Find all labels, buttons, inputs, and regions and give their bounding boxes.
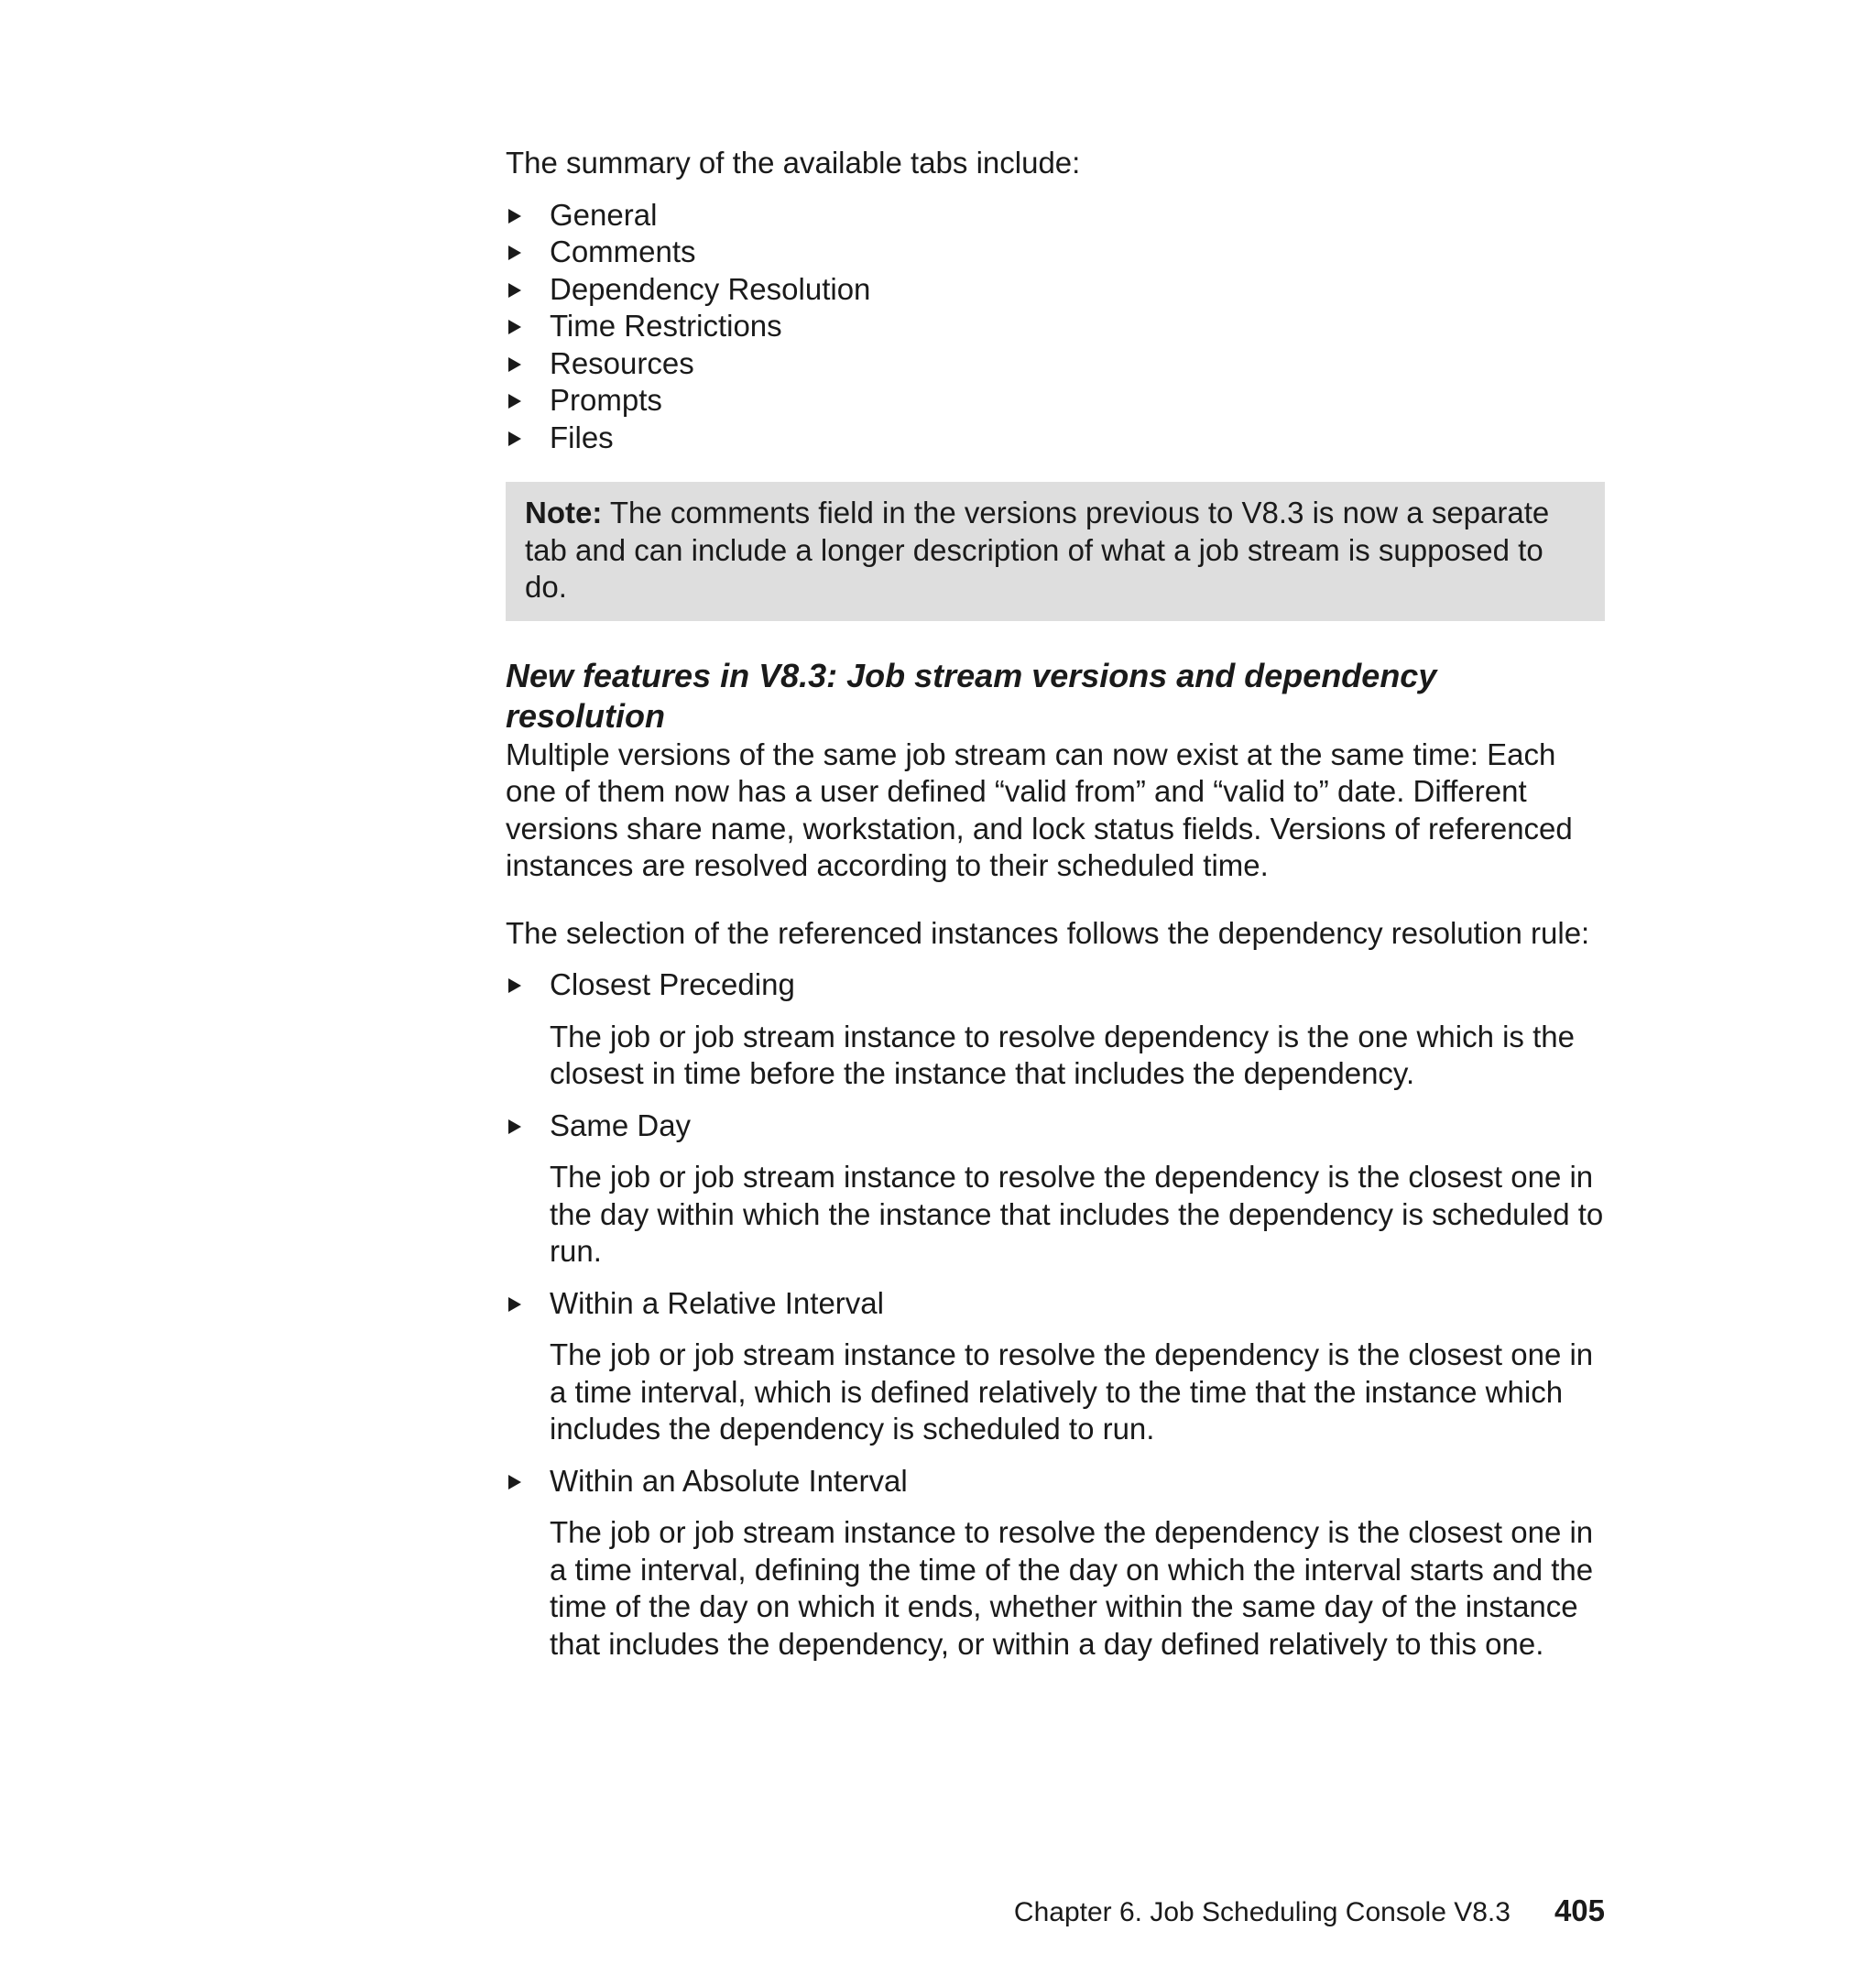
- bullet-triangle-icon: [508, 209, 521, 224]
- note-label: Note:: [525, 496, 603, 529]
- list-item: Comments: [506, 234, 1605, 271]
- rule-item: [506, 966, 1605, 1093]
- list-item: Files: [506, 420, 1605, 457]
- list-item: Resources: [506, 345, 1605, 383]
- rule-description: The job or job stream instance to resolve dependency is the one which is the closest in time before the instance that includes the dependency.: [550, 1019, 1575, 1090]
- bullet-triangle-icon: [508, 978, 521, 993]
- list-item: General: [506, 197, 1605, 235]
- intro-text: The summary of the available tabs include:: [506, 146, 1081, 180]
- bullet-triangle-icon: [508, 357, 521, 372]
- bullet-triangle-icon: [508, 1475, 521, 1490]
- rule-label: Same Day: [550, 1108, 692, 1142]
- section-heading: New features in V8.3: Job stream versions and dependency resolution: [506, 656, 1437, 735]
- body-paragraph: Multiple versions of the same job stream can now exist at the same time: Each one of them now has a user defined “valid from” and “valid to” date. Different versions share name, workstation, and lock status fields. Versions of referenced instances are resolved according to their scheduled time.: [506, 737, 1573, 882]
- page-footer: [1014, 1893, 1605, 1931]
- rule-label: Within a Relative Interval: [550, 1285, 884, 1320]
- body-paragraph: The selection of the referenced instances follows the dependency resolution rule:: [506, 915, 1590, 950]
- bullet-triangle-icon: [508, 1119, 521, 1134]
- note-box: [506, 482, 1605, 621]
- list-item: Time Restrictions: [506, 308, 1605, 345]
- bullet-triangle-icon: [508, 431, 521, 446]
- rule-description: The job or job stream instance to resolve the dependency is the closest one in the day within which the instance that includes the dependency is scheduled to run.: [550, 1160, 1604, 1268]
- rule-description: The job or job stream instance to resolve the dependency is the closest one in a time interval, defining the time of the day on which the interval starts and the time of the day on which it ends, whether within the same day of the instance that includes the dependency, or within a day defined relatively to this one.: [550, 1515, 1594, 1661]
- note-text: The comments field in the versions previous to V8.3 is now a separate tab and can include a longer description of what a job stream is supposed to do.: [525, 496, 1550, 604]
- page-number: 405: [1554, 1893, 1605, 1927]
- rule-label: Closest Preceding: [550, 967, 795, 1001]
- tabs-list: [506, 197, 1605, 457]
- bullet-triangle-icon: [508, 394, 521, 409]
- bullet-triangle-icon: [508, 283, 521, 298]
- list-item: Dependency Resolution: [506, 271, 1605, 309]
- rule-item: [506, 1285, 1605, 1448]
- chapter-title: Chapter 6. Job Scheduling Console V8.3: [1013, 1897, 1511, 1927]
- rule-item: [506, 1463, 1605, 1664]
- rule-item: [506, 1108, 1605, 1271]
- rule-description: The job or job stream instance to resolve the dependency is the closest one in a time interval, which is defined relatively to the time that the instance which includes the dependency is scheduled to run.: [550, 1337, 1594, 1446]
- rule-label: Within an Absolute Interval: [550, 1463, 908, 1498]
- bullet-triangle-icon: [508, 320, 521, 334]
- bullet-triangle-icon: [508, 1297, 521, 1312]
- list-item: Prompts: [506, 382, 1605, 420]
- bullet-triangle-icon: [508, 246, 521, 260]
- page-content: [506, 145, 1605, 1677]
